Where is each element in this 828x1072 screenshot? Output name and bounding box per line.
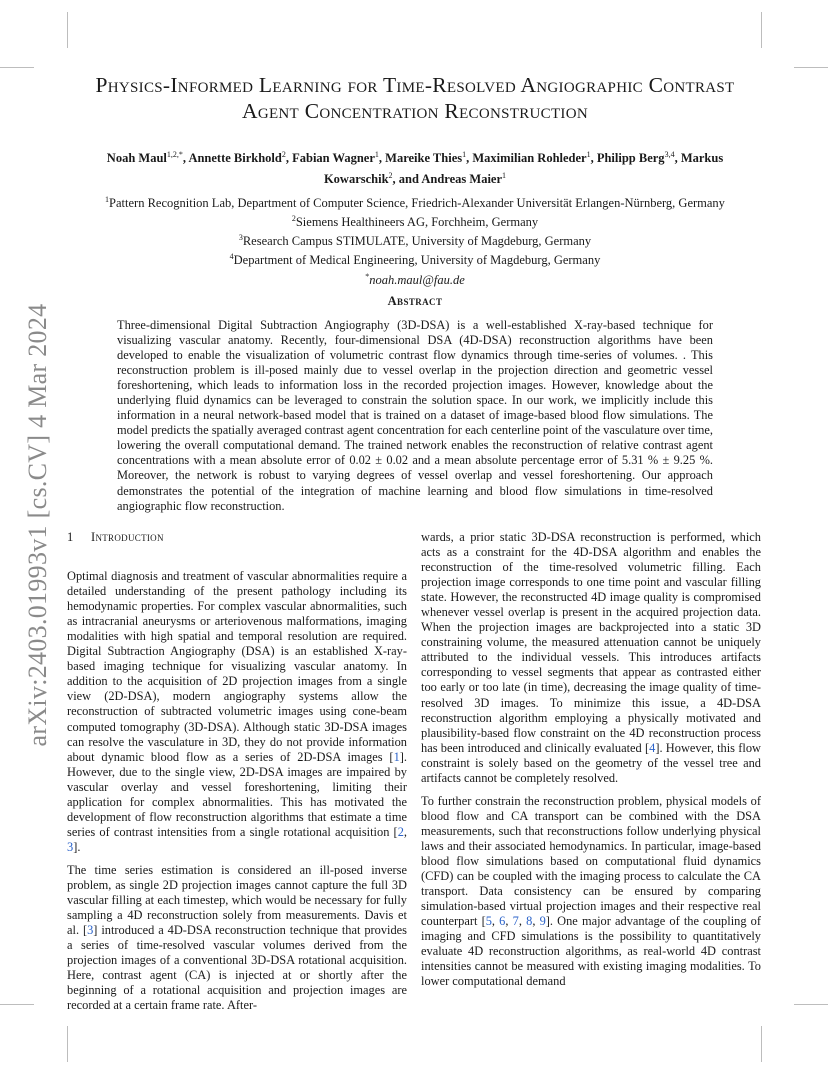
author-affiliation-mark: 1 xyxy=(586,150,591,159)
citation-link[interactable]: 9 xyxy=(539,914,546,929)
affiliation-line xyxy=(70,230,760,249)
affiliation-line xyxy=(70,249,760,268)
author-name: Maximilian Rohleder xyxy=(472,151,587,166)
paragraph-text: To further constrain the reconstruction problem, physical models of blood flow and CA transport can be combined with the DSA measurements, such that reconstructions follow underlying physical laws and their associated hemodynamics. In particular, image-based blood flow simulations based on computational fluid dynamics (CFD) can be coupled with the imaging process to calculate the CA transport. Data consistency can be ensured by comparing simulation-based virtual projection images and their respective real counterpart [ xyxy=(421,793,761,929)
author-separator: , xyxy=(378,151,386,166)
email-line xyxy=(70,269,760,288)
affiliation-text: Pattern Recognition Lab, Department of Computer Science, Friedrich-Alexander Universität Erlangen-Nürnberg, Germany xyxy=(109,196,725,211)
author-affiliation-mark: 3,4 xyxy=(664,150,675,159)
citation-link[interactable]: 3 xyxy=(87,923,94,938)
paragraph xyxy=(67,863,407,1013)
author-affiliation-mark: 2 xyxy=(388,171,393,181)
paragraph-text: ]. However, this flow constraint is solely based on the geometry of the vessel tree and artifacts cannot be completely resolved. xyxy=(421,740,761,785)
section-title: Introduction xyxy=(91,530,164,544)
paper-title xyxy=(70,72,760,124)
affiliation-line xyxy=(70,211,760,230)
section-heading xyxy=(67,530,407,545)
paragraph-text: ]. However, due to the single view, 2D-DSA images are impaired by vascular overlay and vessel foreshortening, limiting their application for complex abnormalities. This has motivated the development of flow reconstruction algorithms that estimate a time series of contrast intensities from a single rotational acquisition [ xyxy=(67,749,407,839)
right-column xyxy=(421,530,761,989)
paragraph xyxy=(421,530,761,786)
paragraph-text: Optimal diagnosis and treatment of vascular abnormalities require a detailed understanding of the present pathology including its hemodynamic properties. For complex vascular abnormalities, such as intracranial aneurysms or arteriovenous malformations, imaging modalities with high spatial and temporal resolution are required. Digital Subtraction Angiography (DSA) is an established X-ray-based imaging technique for visualizing vascular anatomy. In addition to the acquisition of 2D projection images from a single view (2D-DSA), modern angiography systems allow the reconstruction of subtracted volumetric images using cone-beam computed tomography (3D-DSA). Although static 3D-DSA images can resolve the vasculature in 3D, they do not provide information about dynamic blood flow as a series of 2D-DSA images [ xyxy=(67,569,407,764)
author-name: Mareike Thies xyxy=(385,151,463,166)
section-number: 1 xyxy=(67,530,74,544)
affiliation-text: Research Campus STIMULATE, University of Magdeburg, Germany xyxy=(242,234,592,249)
paragraph-text: , xyxy=(505,914,513,929)
paragraph-text: ]. xyxy=(73,839,81,854)
paragraph-text: ]. One major advantage of the coupling of imaging and CFD simulations is the possibility to quantitatively evaluate 4D reconstruction algorithms, as real-world 4D contrast intensities cannot be measured with existing imaging modalities. To lower computational demand xyxy=(421,914,761,989)
crop-mark xyxy=(0,1004,34,1005)
crop-mark xyxy=(761,12,762,48)
email-mark: * xyxy=(365,271,370,281)
affiliation-mark: 3 xyxy=(238,233,243,243)
title-line: Agent Concentration Reconstruction xyxy=(242,99,588,123)
author-affiliation-mark: 1 xyxy=(502,171,507,181)
citation-link[interactable]: 1 xyxy=(393,749,400,764)
abstract-text: Three-dimensional Digital Subtraction Angiography (3D-DSA) is a well-established X-ray-based technique for visualizing vascular anatomy. Recently, four-dimensional DSA (4D-DSA) reconstruction algorithms have been developed to enable the visualization of volumetric contrast flow dynamics through time-series of volumes. . This reconstruction problem is ill-posed mainly due to vessel overlap in the projection direction and geometric vessel foreshortening, which leads to information loss in the recorded projection images. However, knowledge about the underlying fluid dynamics can be leveraged to constrain the solution space. In our work, we implicitly include this information in a neural network-based model that is trained on a dataset of image-based blood flow simulations. The model predicts the spatially averaged contrast agent concentration for each centerline point of the vasculature over time, lowering the overall computational demand. The trained network enables the reconstruction of relative contrast agent concentrations with a mean absolute error of 0.02 ± 0.02 and a mean absolute percentage error of 5.31 % ± 9.25 %. Moreover, the network is robust to varying degrees of vessel overlap and vessel foreshortening. Our approach demonstrates the potential of the integration of machine learning and blood flow simulations in time-resolved angiographic flow reconstruction. xyxy=(117,318,713,513)
citation-link[interactable]: 2 xyxy=(397,824,404,839)
citation-link[interactable]: 7 xyxy=(512,914,519,929)
author-name: Fabian Wagner xyxy=(292,151,375,166)
citation-link[interactable]: 3 xyxy=(67,839,74,854)
citation-link[interactable]: 4 xyxy=(649,740,656,755)
paragraph-text: ] introduced a 4D-DSA reconstruction technique that provides a series of time-resolved vascular volumes derived from the projection images of a conventional 3D-DSA rotational acquisition. Here, contrast agent (CA) is injected at or shortly after the beginning of a rotational acquisition and projection images are recorded at a certain frame rate. After- xyxy=(67,923,408,1013)
left-column xyxy=(67,530,407,1013)
crop-mark xyxy=(761,1026,762,1062)
paragraph-text: wards, a prior static 3D-DSA reconstruction is performed, which acts as a constraint for the 4D-DSA algorithm and enables the reconstruction of the time-resolved volumetric filling. Each projection image corresponds to one time point and vascular filling state. However, the reconstructed 4D image quality is compromised whenever vessel overlap is present in the acquired projection data. When the projection images are backprojected into a static 3D constraining volume, the measured attenuation cannot be uniquely attributed to the individual vessels. This introduces artifacts corresponding to vessel segments that appear as contrasted either too early or too late (in time), decreasing the image quality of time-resolved 3D images. To minimize this issue, a 4D-DSA reconstruction algorithm employing a physically motivated and plausibility-based flow constraint on the 4D reconstruction process has been introduced and clinically evaluated [ xyxy=(421,530,761,755)
author-separator: , xyxy=(674,151,681,166)
author-separator: , xyxy=(182,151,189,166)
paragraph-text: , xyxy=(403,824,407,839)
author-name: Markus Kowarschik xyxy=(323,151,724,187)
author-name: Philipp Berg xyxy=(596,151,665,166)
right-body xyxy=(421,530,761,989)
abstract-heading: Abstract xyxy=(387,294,443,308)
crop-mark xyxy=(0,67,34,68)
affiliation-line xyxy=(70,192,760,211)
email-address[interactable]: noah.maul@fau.de xyxy=(369,272,465,287)
arxiv-stamp xyxy=(20,290,56,760)
crop-mark xyxy=(794,67,828,68)
paragraph-text: , xyxy=(518,914,527,929)
paragraph xyxy=(421,794,761,990)
crop-mark xyxy=(794,1004,828,1005)
citation-link[interactable]: 8 xyxy=(526,914,533,929)
paragraph-text: , xyxy=(491,914,500,929)
left-body xyxy=(67,569,407,1013)
affiliation-text: Siemens Healthineers AG, Forchheim, Germany xyxy=(295,215,539,230)
crop-mark xyxy=(67,12,68,48)
author-affiliation-mark: 1 xyxy=(462,150,467,159)
paragraph-text: , xyxy=(532,914,540,929)
affiliation-mark: 1 xyxy=(105,195,110,204)
author-list xyxy=(70,146,760,188)
arxiv-stamp-text: arXiv:2403.01993v1 [cs.CV] 4 Mar 2024 xyxy=(23,303,52,747)
author-affiliation-mark: 1,2,* xyxy=(166,150,183,159)
author-separator: , xyxy=(466,151,473,166)
paragraph xyxy=(67,569,407,855)
affiliation-mark: 2 xyxy=(291,214,296,224)
author-affiliation-mark: 1 xyxy=(374,150,379,159)
affiliation-text: Department of Medical Engineering, University of Magdeburg, Germany xyxy=(233,253,601,268)
author-name: Noah Maul xyxy=(106,151,167,166)
affiliation-list xyxy=(70,192,760,288)
author-separator: , xyxy=(285,151,293,166)
crop-mark xyxy=(67,1026,68,1062)
author-name: Andreas Maier xyxy=(421,172,503,187)
paragraph-text: The time series estimation is considered an ill-posed inverse problem, as single 2D projection images cannot capture the full 3D vascular filling at each timestep, which would be necessary for fully sampling a 4D reconstruction solely from measurements. Davis et al. [ xyxy=(67,862,407,938)
citation-link[interactable]: 6 xyxy=(499,914,506,929)
author-separator: , xyxy=(590,151,597,166)
author-separator: , and xyxy=(392,172,422,187)
author-name: Annette Birkhold xyxy=(188,151,282,166)
title-line: Physics-Informed Learning for Time-Resolved Angiographic Contrast xyxy=(95,73,735,97)
affiliation-mark: 4 xyxy=(229,252,234,262)
author-affiliation-mark: 2 xyxy=(281,150,286,159)
citation-link[interactable]: 5 xyxy=(485,914,492,929)
